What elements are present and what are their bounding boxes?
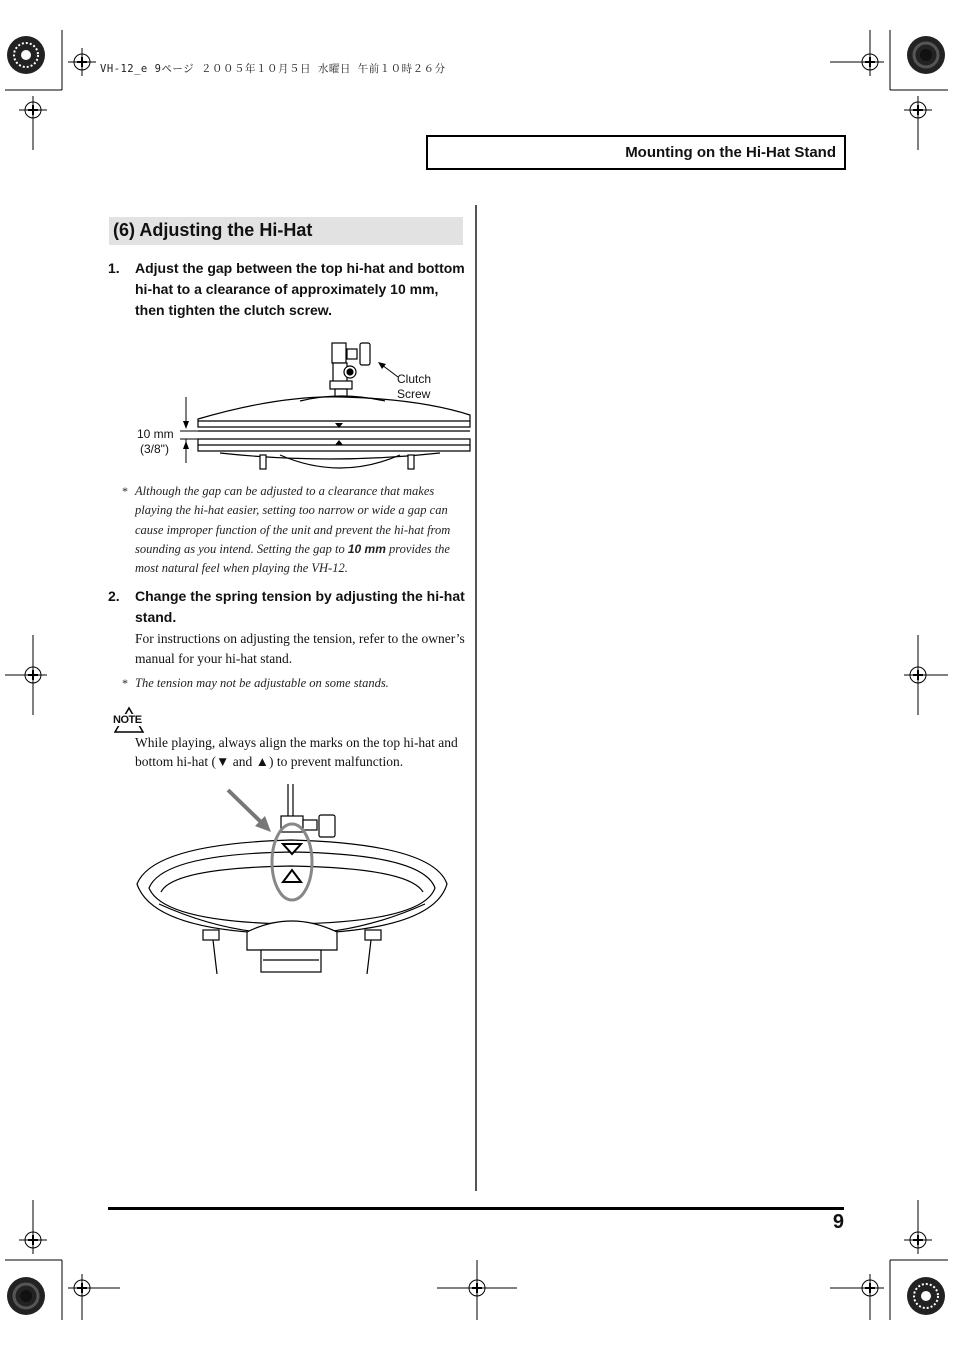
header-title: Mounting on the Hi-Hat Stand [625, 144, 836, 161]
note-text: While playing, always align the marks on the top hi-hat and bottom hi-hat (▼ and ▲) to prevent malfunction. [135, 735, 458, 769]
section-title: (6) Adjusting the Hi-Hat [113, 220, 313, 240]
tension-note: The tension may not be adjustable on some stands. [135, 676, 389, 690]
gap-note-before: Although the gap can be adjusted to a clearance that makes playing the hi-hat easier, setting too narrow or wide a gap can cause improper function of the unit and prevent the hi-hat from sounding as you intend. Setting the gap to [135, 484, 451, 556]
footer-rule [108, 1207, 844, 1210]
section-heading [109, 217, 463, 245]
gap-note-after: provides the most natural feel when playing the VH-12. [135, 541, 450, 576]
gap-note [135, 482, 465, 578]
step-2-text: Change the spring tension by adjusting the hi-hat stand. [135, 588, 465, 625]
note-icon-label: NOTE [113, 714, 142, 726]
gap-note-asterisk: * [122, 484, 128, 498]
tension-note-asterisk: * [122, 676, 128, 690]
gap-label-line1: 10 mm [137, 427, 174, 441]
step-1-number: 1. [108, 260, 120, 276]
gap-note-bold: 10 mm [347, 541, 386, 556]
step-2-body: For instructions on adjusting the tension, refer to the owner’s manual for your hi-hat stand. [135, 631, 465, 666]
page-number: 9 [832, 1211, 844, 1233]
step-2-number: 2. [108, 588, 120, 604]
column-divider [475, 205, 477, 1191]
clutch-label-line2: Screw [397, 387, 431, 401]
gap-label-line2: (3/8") [140, 442, 169, 456]
hihat-gap-figure [130, 335, 470, 480]
print-info: VH-12_e 9ページ ２００５年１０月５日 水曜日 午前１０時２６分 [100, 63, 446, 75]
step-1-text: Adjust the gap between the top hi-hat and bottom hi-hat to a clearance of approximately 10 mm, then tighten the clutch screw. [135, 260, 465, 318]
clutch-label-line1: Clutch [397, 372, 432, 386]
alignment-marks-figure [133, 782, 453, 982]
page-header [426, 135, 846, 170]
